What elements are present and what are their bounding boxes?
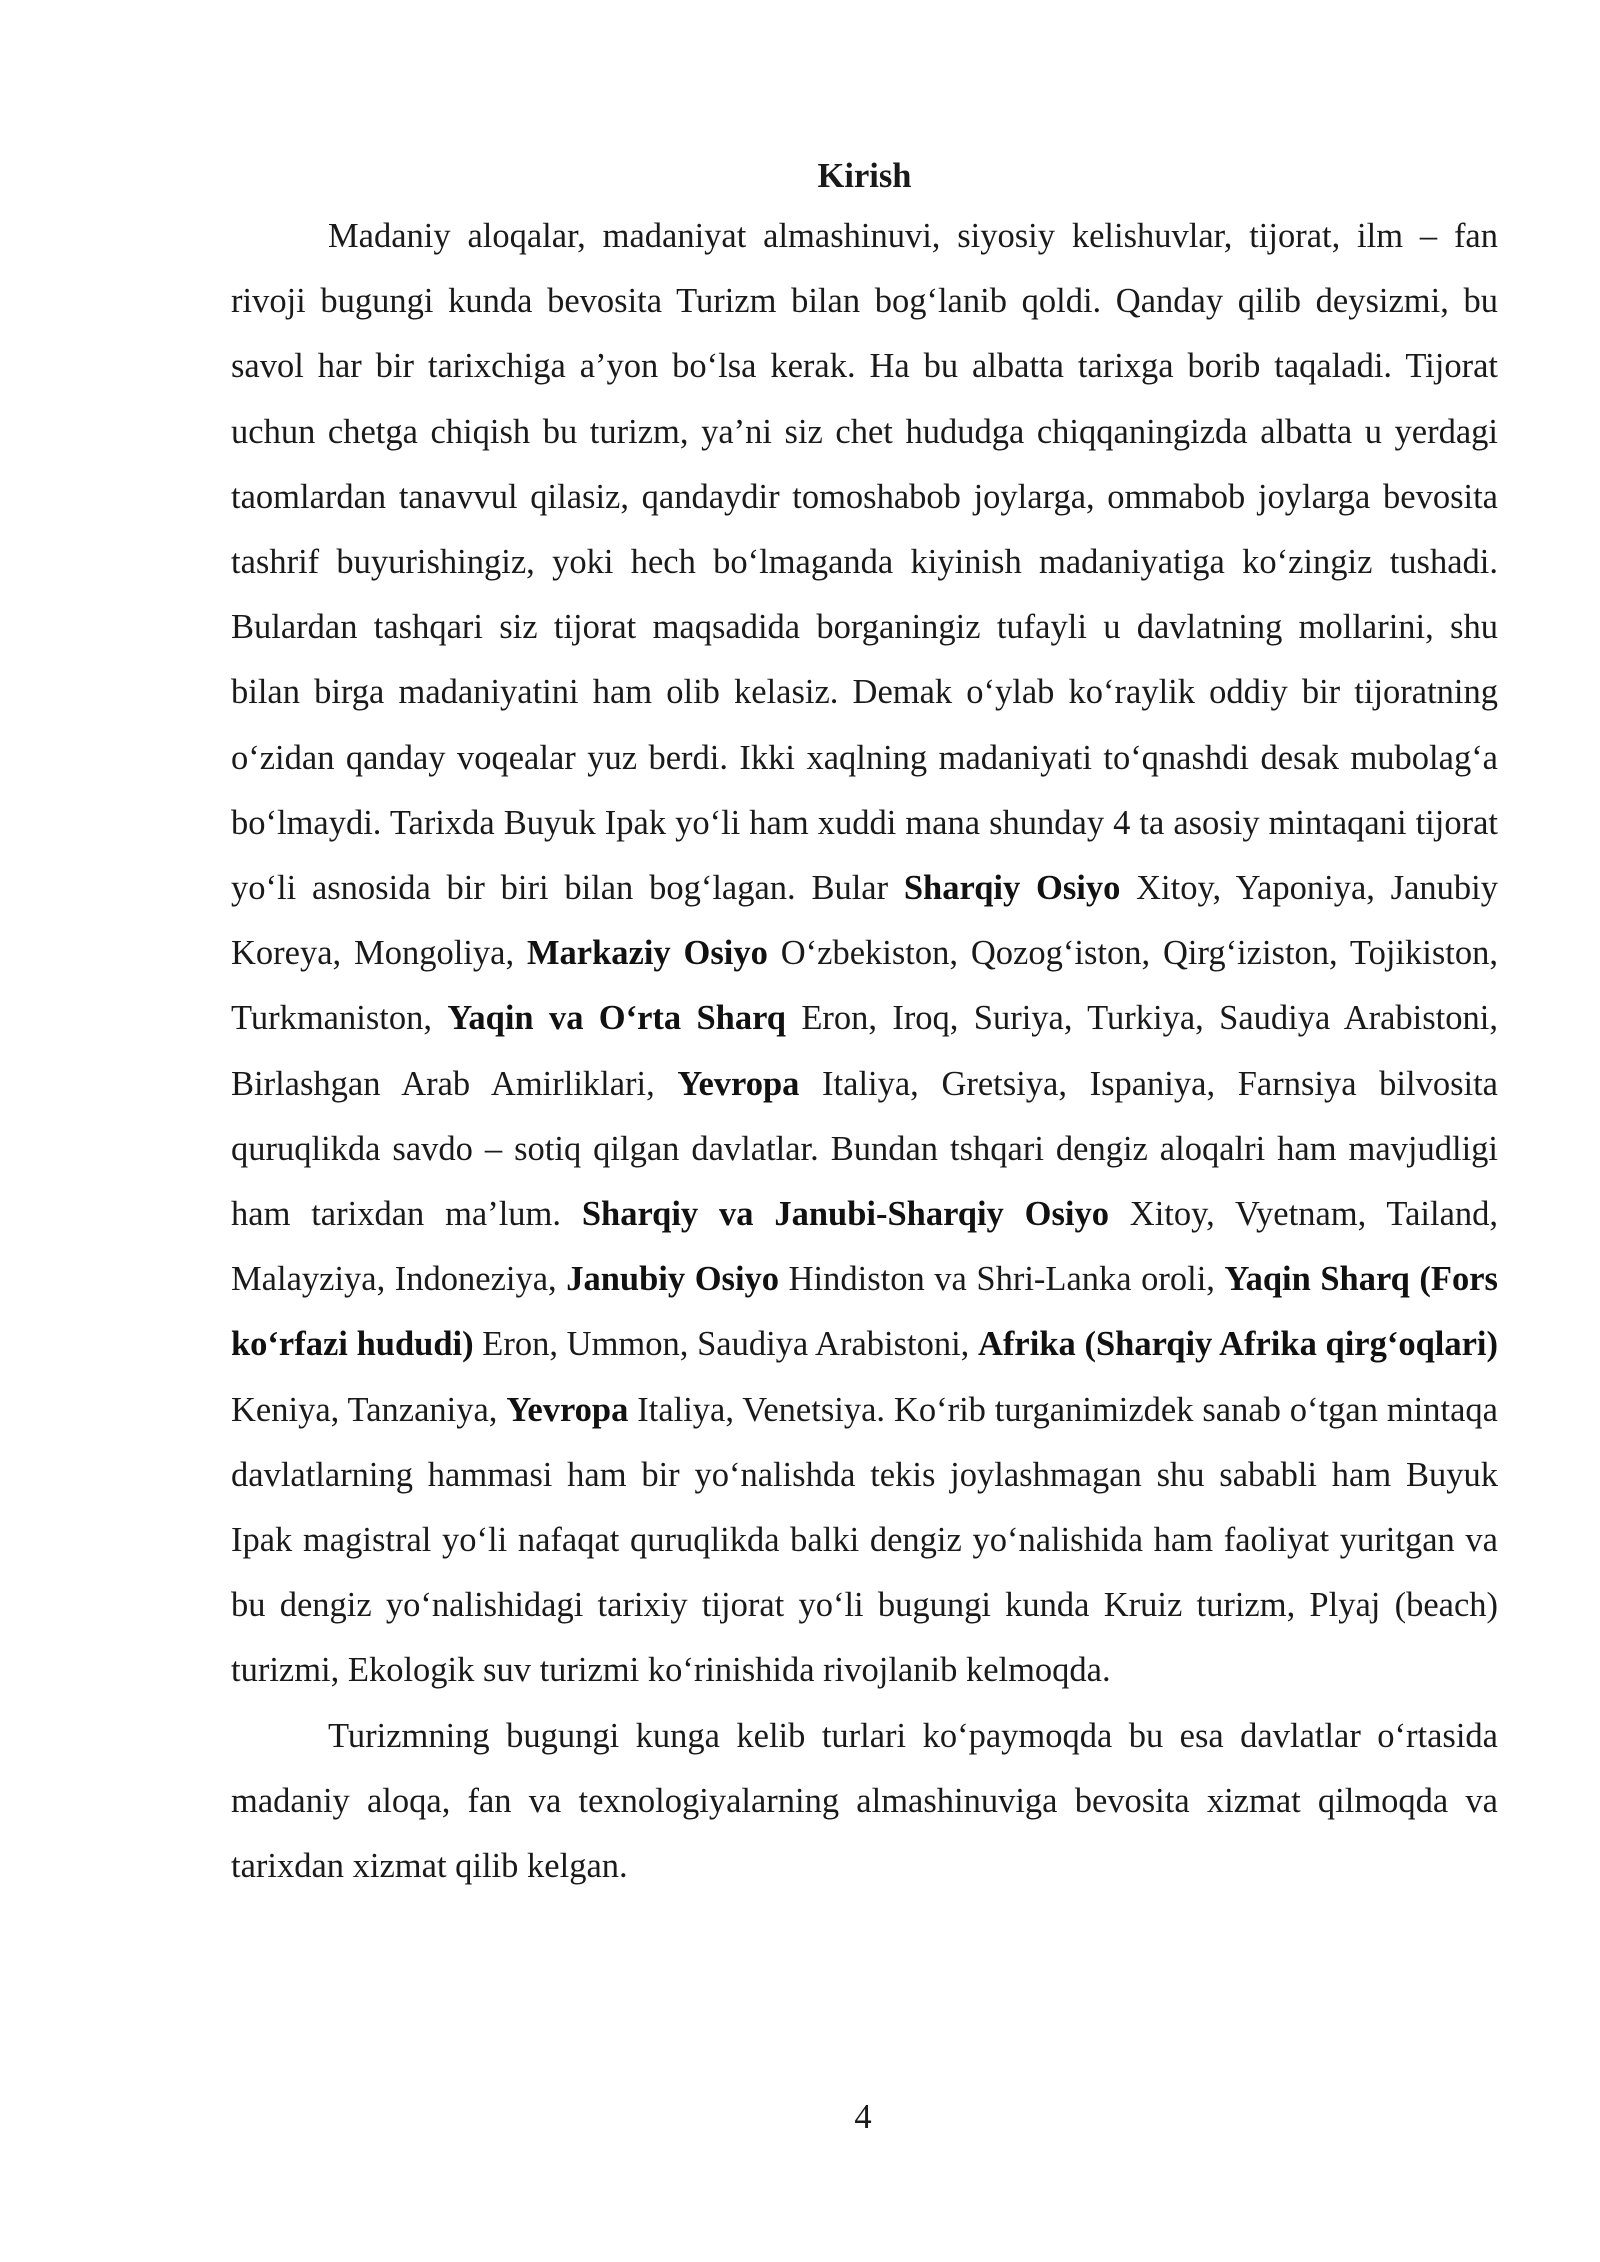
bold-region-name: Afrika (Sharqiy Afrika qirg‘oqlari) — [978, 1325, 1498, 1364]
bold-region-name: Janubiy Osiyo — [566, 1260, 780, 1299]
section-title: Kirish — [817, 157, 912, 195]
paragraph-intro — [231, 204, 1498, 1704]
paragraph-closing: Turizmning bugungi kunga kelib turlari ko‘paymoqda bu esa davlatlar o‘rtasida madaniy aloqa, fan va texnologiyalarning almashinuviga bevosita xizmat qilmoqda va tarixdan xizmat qilib kelgan. — [231, 1716, 1498, 1886]
bold-region-name: Yaqin Sharq (Fors ko‘rfazi hududi) — [231, 1260, 1498, 1364]
bold-region-name: Sharqiy va Janubi-Sharqiy Osiyo — [581, 1195, 1109, 1234]
text-run: Hindiston va Shri-Lanka oroli, — [779, 1260, 1225, 1299]
text-run: Eron, Ummon, Saudiya Arabistoni, — [473, 1325, 979, 1364]
bold-region-name: Yevropa — [677, 1064, 800, 1103]
bold-region-name: Sharqiy Osiyo — [903, 869, 1121, 908]
text-run: Italiya, Venetsiya. Ko‘rib turganimizdek sanab o‘tgan mintaqa davlatlarning hammasi ham bir yo‘nalishda tekis joylashmagan shu sababli ham Buyuk Ipak magistral yo‘li nafaqat quruqlikda balki dengiz yo‘nalishida ham faoliyat yuritgan va bu dengiz yo‘nalishidagi tarixiy tijorat yo‘li bugungi kunda Kruiz turizm, Plyaj (beach) turizmi, Ekologik suv turizmi ko‘rinishida rivojlanib kelmoqda. — [231, 1390, 1498, 1690]
bold-region-name: Markaziy Osiyo — [526, 934, 768, 973]
bold-region-name: Yevropa — [506, 1390, 629, 1429]
page-number: 4 — [854, 2098, 872, 2136]
text-run: Italiya, Gretsiya, Ispaniya, Farnsiya bilvosita quruqlikda savdo – sotiq qilgan davlatlar. Bundan tshqari dengiz aloqalri ham mavjudligi ham tarixdan ma’lum. — [231, 1064, 1498, 1234]
text-run: Xitoy, Yaponiya, Janubiy Koreya, Mongoliya, — [231, 869, 1498, 973]
document-body — [231, 148, 1498, 1899]
text-run: Eron, Iroq, Suriya, Turkiya, Saudiya Arabistoni, Birlashgan Arab Amirliklari, — [231, 999, 1498, 1103]
text-run: Madaniy aloqalar, madaniyat almashinuvi, siyosiy kelishuvlar, tijorat, ilm – fan rivoji bugungi kunda bevosita Turizm bilan bog‘lanib qoldi. Qanday qilib deysizmi, bu savol har bir tarixchiga a’yon bo‘lsa kerak. Ha bu albatta tarixga borib taqaladi. Tijorat uchun chetga chiqish bu turizm, ya’ni siz chet hududga chiqqaningizda albatta u yerdagi taomlardan tanavvul qilasiz, qandaydir tomoshabob joylarga, ommabob joylarga bevosita tashrif buyurishingiz, yoki hech bo‘lmaganda kiyinish madaniyatiga ko‘zingiz tushadi. Bulardan tashqari siz tijorat maqsadida borganingiz tufayli u davlatning mollarini, shu bilan birga madaniyatini ham olib kelasiz. Demak o‘ylab ko‘raylik oddiy bir tijoratning o‘zidan qanday voqealar yuz berdi. Ikki xaqlning madaniyati to‘qnashdi desak mubolag‘a bo‘lmaydi. Tarixda Buyuk Ipak yo‘li ham xuddi mana shunday 4 ta asosiy mintaqani tijorat yo‘li asnosida bir biri bilan bog‘lagan. Bular — [231, 217, 1498, 908]
text-run: Xitoy, Vyetnam, Tailand, Malayziya, Indoneziya, — [231, 1195, 1499, 1299]
text-run: O‘zbekiston, Qozog‘iston, Qirg‘iziston, Tojikiston, Turkmaniston, — [231, 934, 1498, 1038]
bold-region-name: Yaqin va O‘rta Sharq — [447, 999, 786, 1038]
text-run: Keniya, Tanzaniya, — [231, 1390, 507, 1429]
